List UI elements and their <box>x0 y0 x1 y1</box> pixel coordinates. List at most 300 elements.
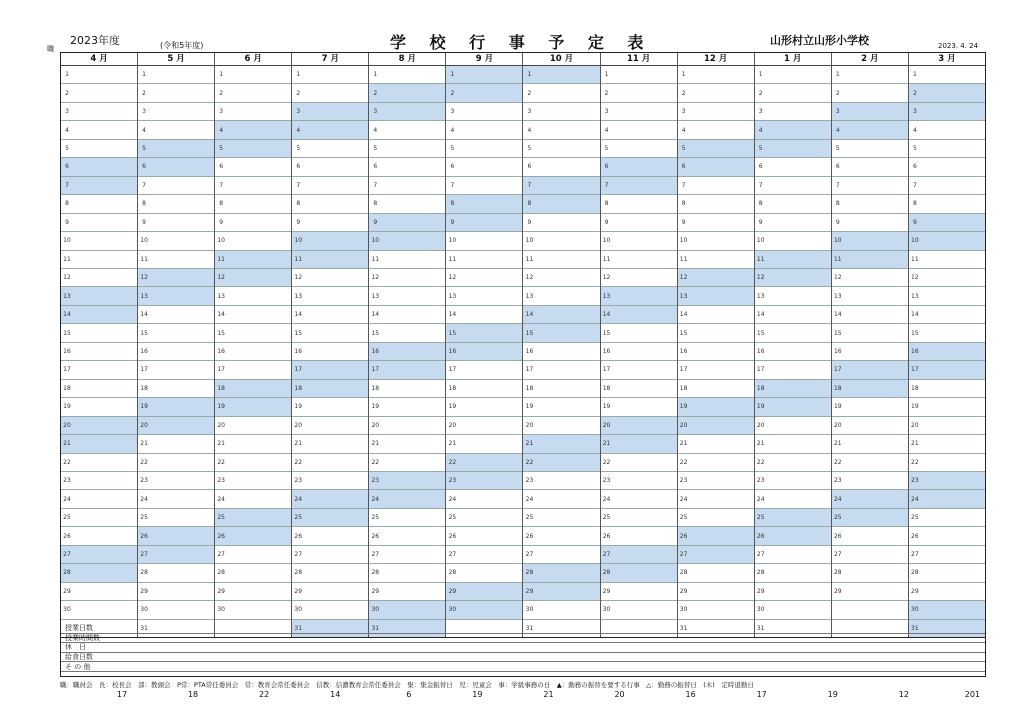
day-cell <box>601 435 677 453</box>
day-number: 25 <box>371 514 380 522</box>
day-number: 12 <box>217 274 225 282</box>
day-number: 4 <box>296 126 301 134</box>
day-cell <box>138 343 214 361</box>
day-number: 4 <box>142 126 146 134</box>
day-cell <box>755 84 831 102</box>
day-number: 15 <box>833 329 842 337</box>
day-number: 2 <box>681 89 686 97</box>
day-number: 8 <box>65 200 69 208</box>
day-cell <box>138 601 214 619</box>
day-cell <box>369 490 445 508</box>
day-cell <box>678 251 754 269</box>
day-number: 24 <box>525 495 534 503</box>
day-number: 22 <box>448 458 457 466</box>
day-cell <box>755 380 831 398</box>
day-cell <box>215 121 291 139</box>
day-number: 31 <box>756 624 765 632</box>
day-cell <box>138 324 214 342</box>
day-cell <box>909 343 985 361</box>
day-cell <box>678 583 754 601</box>
day-number: 2 <box>450 89 455 97</box>
day-cell <box>215 287 291 305</box>
day-cell <box>61 398 137 416</box>
day-cell <box>601 490 677 508</box>
day-number: 12 <box>448 274 457 282</box>
day-number: 10 <box>833 237 842 245</box>
day-number: 7 <box>142 181 146 189</box>
day-number: 6 <box>912 163 917 171</box>
day-number: 12 <box>294 274 303 282</box>
day-cell <box>832 472 908 490</box>
day-number: 24 <box>294 495 303 503</box>
day-number: 7 <box>373 181 378 189</box>
day-number: 28 <box>679 569 688 577</box>
day-cell <box>292 177 368 195</box>
day-number: 26 <box>217 532 225 540</box>
day-cell <box>138 251 214 269</box>
day-cell <box>601 343 677 361</box>
day-cell <box>215 509 291 527</box>
day-cell <box>832 509 908 527</box>
day-number: 30 <box>217 606 225 614</box>
day-cell <box>601 527 677 545</box>
day-number: 16 <box>602 348 611 356</box>
day-number: 14 <box>525 311 534 319</box>
day-cell <box>678 121 754 139</box>
day-cell <box>755 454 831 472</box>
month-total: 16 <box>685 690 696 699</box>
day-cell <box>755 527 831 545</box>
day-cell <box>446 306 522 324</box>
day-number: 20 <box>371 421 380 429</box>
summary-label: 授業時間数 <box>65 633 100 642</box>
day-number: 7 <box>219 181 224 189</box>
day-cell <box>601 564 677 582</box>
day-number: 9 <box>527 218 532 226</box>
day-number: 27 <box>911 551 919 558</box>
day-number: 22 <box>525 458 534 466</box>
day-number: 22 <box>294 458 303 466</box>
day-cell <box>215 140 291 158</box>
day-number: 14 <box>294 311 303 319</box>
day-cell <box>369 435 445 453</box>
day-cell <box>292 324 368 342</box>
day-cell <box>601 140 677 158</box>
day-number: 14 <box>140 311 148 319</box>
day-list <box>523 66 599 637</box>
day-number: 21 <box>217 440 225 448</box>
month-column-aug <box>369 53 446 637</box>
day-number: 21 <box>602 440 611 448</box>
day-cell <box>292 490 368 508</box>
day-cell <box>523 564 599 582</box>
day-number: 27 <box>602 551 611 558</box>
day-list <box>369 66 445 637</box>
day-number: 21 <box>294 440 303 448</box>
day-cell <box>601 306 677 324</box>
day-cell <box>755 251 831 269</box>
day-cell <box>523 546 599 564</box>
day-number: 26 <box>448 532 457 540</box>
day-number: 6 <box>604 163 609 171</box>
day-number: 8 <box>835 200 840 208</box>
day-number: 21 <box>140 440 148 448</box>
day-number: 26 <box>756 532 765 540</box>
day-number: 17 <box>448 366 457 374</box>
day-cell <box>369 84 445 102</box>
day-number: 20 <box>679 421 688 429</box>
day-cell <box>678 490 754 508</box>
day-number: 29 <box>371 587 380 595</box>
day-cell <box>138 380 214 398</box>
day-cell <box>446 269 522 287</box>
day-cell <box>215 490 291 508</box>
day-cell <box>446 509 522 527</box>
day-number: 24 <box>602 495 611 503</box>
day-cell <box>446 103 522 121</box>
day-number: 16 <box>63 348 71 356</box>
day-number: 17 <box>371 366 380 374</box>
day-cell <box>369 417 445 435</box>
day-number: 27 <box>525 551 534 558</box>
day-cell <box>601 601 677 619</box>
day-number: 5 <box>604 145 609 153</box>
day-number: 3 <box>681 108 686 116</box>
day-cell <box>523 269 599 287</box>
day-cell <box>446 583 522 601</box>
day-cell <box>832 546 908 564</box>
day-number: 1 <box>527 71 532 79</box>
month-column-jun <box>215 53 292 637</box>
summary-row <box>61 624 985 634</box>
day-number: 3 <box>912 108 917 116</box>
day-number: 5 <box>373 145 378 153</box>
era-year: (令和5年度) <box>160 41 204 50</box>
day-cell <box>909 564 985 582</box>
day-number: 25 <box>679 514 688 522</box>
day-number: 10 <box>140 237 148 245</box>
day-cell <box>832 195 908 213</box>
month-column-jan <box>755 53 832 637</box>
day-cell <box>369 527 445 545</box>
day-list <box>215 66 291 637</box>
day-number: 8 <box>527 200 532 208</box>
day-number: 27 <box>371 551 380 558</box>
day-cell <box>601 177 677 195</box>
day-cell <box>909 232 985 250</box>
day-cell <box>138 287 214 305</box>
day-number: 16 <box>217 348 225 356</box>
day-cell <box>138 435 214 453</box>
day-number: 13 <box>525 292 534 300</box>
day-number: 13 <box>294 292 303 300</box>
day-cell <box>215 546 291 564</box>
day-number: 1 <box>450 71 455 79</box>
month-column-jul <box>292 53 369 637</box>
day-number: 22 <box>602 458 611 466</box>
day-number: 25 <box>911 514 919 522</box>
day-number: 4 <box>527 126 532 134</box>
day-cell <box>61 269 137 287</box>
day-cell <box>832 177 908 195</box>
day-cell <box>909 509 985 527</box>
day-cell <box>755 601 831 619</box>
day-number: 3 <box>835 108 840 116</box>
day-number: 10 <box>217 237 225 245</box>
day-cell <box>755 287 831 305</box>
day-cell <box>678 324 754 342</box>
day-cell <box>215 324 291 342</box>
day-cell <box>138 564 214 582</box>
day-number: 4 <box>604 126 609 134</box>
day-number: 1 <box>604 71 609 79</box>
day-number: 1 <box>142 71 146 79</box>
day-number: 24 <box>140 495 148 503</box>
day-cell <box>138 195 214 213</box>
month-header: 6 月 <box>215 53 291 66</box>
day-number: 23 <box>525 477 534 485</box>
day-number: 16 <box>294 348 303 356</box>
day-cell <box>601 287 677 305</box>
month-header: 7 月 <box>292 53 368 66</box>
day-number: 15 <box>525 329 534 337</box>
day-cell <box>369 195 445 213</box>
day-number: 20 <box>833 421 842 429</box>
month-header: 2 月 <box>832 53 908 66</box>
day-number: 15 <box>756 329 765 337</box>
day-cell <box>832 343 908 361</box>
day-cell <box>61 214 137 232</box>
day-cell <box>832 324 908 342</box>
day-cell <box>832 564 908 582</box>
day-number: 5 <box>912 145 917 153</box>
month-total: 6 <box>406 690 412 699</box>
day-cell <box>523 361 599 379</box>
day-cell <box>292 214 368 232</box>
day-cell <box>446 472 522 490</box>
day-number: 20 <box>63 421 71 429</box>
day-cell <box>909 601 985 619</box>
day-number: 26 <box>602 532 611 540</box>
day-number: 31 <box>140 624 148 632</box>
day-cell <box>678 601 754 619</box>
day-number: 7 <box>681 181 686 189</box>
day-number: 19 <box>371 403 380 411</box>
day-number: 17 <box>217 366 225 374</box>
day-number: 26 <box>911 532 919 540</box>
day-cell <box>523 417 599 435</box>
day-number: 8 <box>758 200 763 208</box>
day-number: 29 <box>217 587 225 595</box>
day-number: 2 <box>835 89 840 97</box>
day-cell <box>523 121 599 139</box>
summary-label: そ の 他 <box>65 662 91 671</box>
day-cell <box>832 601 908 619</box>
day-cell <box>292 195 368 213</box>
day-list <box>61 66 137 637</box>
month-total: 17 <box>116 690 128 699</box>
day-cell <box>523 84 599 102</box>
day-cell <box>292 398 368 416</box>
day-cell <box>678 398 754 416</box>
day-number: 28 <box>217 569 225 577</box>
day-number: 6 <box>835 163 840 171</box>
day-cell <box>61 103 137 121</box>
day-cell <box>292 509 368 527</box>
day-cell <box>369 398 445 416</box>
day-cell <box>292 583 368 601</box>
day-number: 6 <box>450 163 455 171</box>
day-number: 17 <box>602 366 611 374</box>
day-cell <box>215 380 291 398</box>
day-number: 16 <box>371 348 380 356</box>
day-cell <box>292 601 368 619</box>
day-number: 14 <box>756 311 765 319</box>
day-cell <box>755 158 831 176</box>
day-cell <box>446 121 522 139</box>
day-number: 25 <box>833 514 842 522</box>
day-cell <box>678 269 754 287</box>
day-number: 4 <box>681 126 686 134</box>
day-number: 8 <box>296 200 301 208</box>
day-list <box>678 66 754 637</box>
day-number: 21 <box>911 440 919 448</box>
day-cell <box>755 121 831 139</box>
day-cell <box>523 140 599 158</box>
day-cell <box>678 195 754 213</box>
day-number: 17 <box>525 366 534 374</box>
day-number: 10 <box>371 237 380 245</box>
day-number: 3 <box>219 108 224 116</box>
day-number: 14 <box>602 311 611 319</box>
day-cell <box>215 269 291 287</box>
day-cell <box>215 583 291 601</box>
day-cell <box>61 435 137 453</box>
day-number: 6 <box>373 163 378 171</box>
day-cell <box>138 158 214 176</box>
day-number: 18 <box>63 384 71 392</box>
day-number: 5 <box>219 145 224 153</box>
day-number: 11 <box>217 255 225 263</box>
day-cell <box>446 380 522 398</box>
day-cell <box>523 66 599 84</box>
day-cell <box>138 214 214 232</box>
day-cell <box>369 601 445 619</box>
day-number: 15 <box>911 329 919 337</box>
day-number: 22 <box>371 458 380 466</box>
day-number: 8 <box>912 200 917 208</box>
day-number: 17 <box>679 366 688 374</box>
day-number: 8 <box>142 200 146 208</box>
day-cell <box>523 601 599 619</box>
day-cell <box>61 546 137 564</box>
day-cell <box>678 140 754 158</box>
day-cell <box>215 251 291 269</box>
day-number: 13 <box>679 292 688 300</box>
day-cell <box>369 121 445 139</box>
summary-row <box>61 662 985 672</box>
day-number: 9 <box>373 218 378 226</box>
day-number: 7 <box>604 181 609 189</box>
day-number: 11 <box>140 255 148 263</box>
day-cell <box>909 140 985 158</box>
revision-date: 2023. 4. 24 <box>938 42 979 50</box>
day-cell <box>446 527 522 545</box>
day-number: 3 <box>758 108 763 116</box>
day-number: 15 <box>294 329 303 337</box>
legend: 職：職員会 長：校長会 部：教頭会 P常：PTA常任委員会 常：教育会常任委員会 信教：信濃教育会常任委員会 集：集金振替日 児：児童会 事：学級事務の日 ▲：動務の振替を要する行事 △：勤務の振替日 (木) 定時退勤日 <box>60 681 754 689</box>
day-cell <box>832 417 908 435</box>
month-total: 20 <box>614 690 625 699</box>
day-cell <box>61 66 137 84</box>
day-cell <box>138 306 214 324</box>
day-cell <box>832 361 908 379</box>
day-number: 31 <box>679 624 688 632</box>
day-number: 3 <box>604 108 609 116</box>
day-cell <box>832 527 908 545</box>
day-cell <box>832 269 908 287</box>
month-column-nov <box>601 53 678 637</box>
day-number: 4 <box>912 126 917 134</box>
day-cell <box>909 177 985 195</box>
day-cell <box>755 214 831 232</box>
day-cell <box>678 417 754 435</box>
day-cell <box>369 177 445 195</box>
day-cell <box>61 583 137 601</box>
day-cell <box>61 601 137 619</box>
day-number: 19 <box>448 403 457 411</box>
day-number: 4 <box>65 126 69 134</box>
day-number: 25 <box>756 514 765 522</box>
day-number: 25 <box>140 514 148 522</box>
day-cell <box>138 232 214 250</box>
day-cell <box>832 103 908 121</box>
day-cell <box>523 509 599 527</box>
summary-row <box>61 634 985 644</box>
day-number: 15 <box>448 329 457 337</box>
day-cell <box>215 417 291 435</box>
day-cell <box>601 269 677 287</box>
day-cell <box>292 435 368 453</box>
day-cell <box>909 84 985 102</box>
day-cell <box>215 398 291 416</box>
day-cell <box>678 361 754 379</box>
day-cell <box>292 269 368 287</box>
day-number: 13 <box>371 292 380 300</box>
day-number: 5 <box>296 145 301 153</box>
day-number: 24 <box>911 495 919 503</box>
day-number: 2 <box>142 89 146 97</box>
day-cell <box>369 564 445 582</box>
day-cell <box>601 472 677 490</box>
day-number: 19 <box>911 403 919 411</box>
day-cell <box>523 583 599 601</box>
day-number: 21 <box>63 440 71 448</box>
day-number: 8 <box>450 200 455 208</box>
day-number: 4 <box>835 126 840 134</box>
day-cell <box>601 324 677 342</box>
day-number: 12 <box>602 274 611 282</box>
day-cell <box>369 454 445 472</box>
day-cell <box>369 546 445 564</box>
day-number: 21 <box>525 440 534 448</box>
day-cell <box>755 232 831 250</box>
day-number: 2 <box>373 89 378 97</box>
summary-table <box>60 624 986 677</box>
day-cell <box>446 140 522 158</box>
day-cell <box>369 158 445 176</box>
day-cell <box>446 324 522 342</box>
